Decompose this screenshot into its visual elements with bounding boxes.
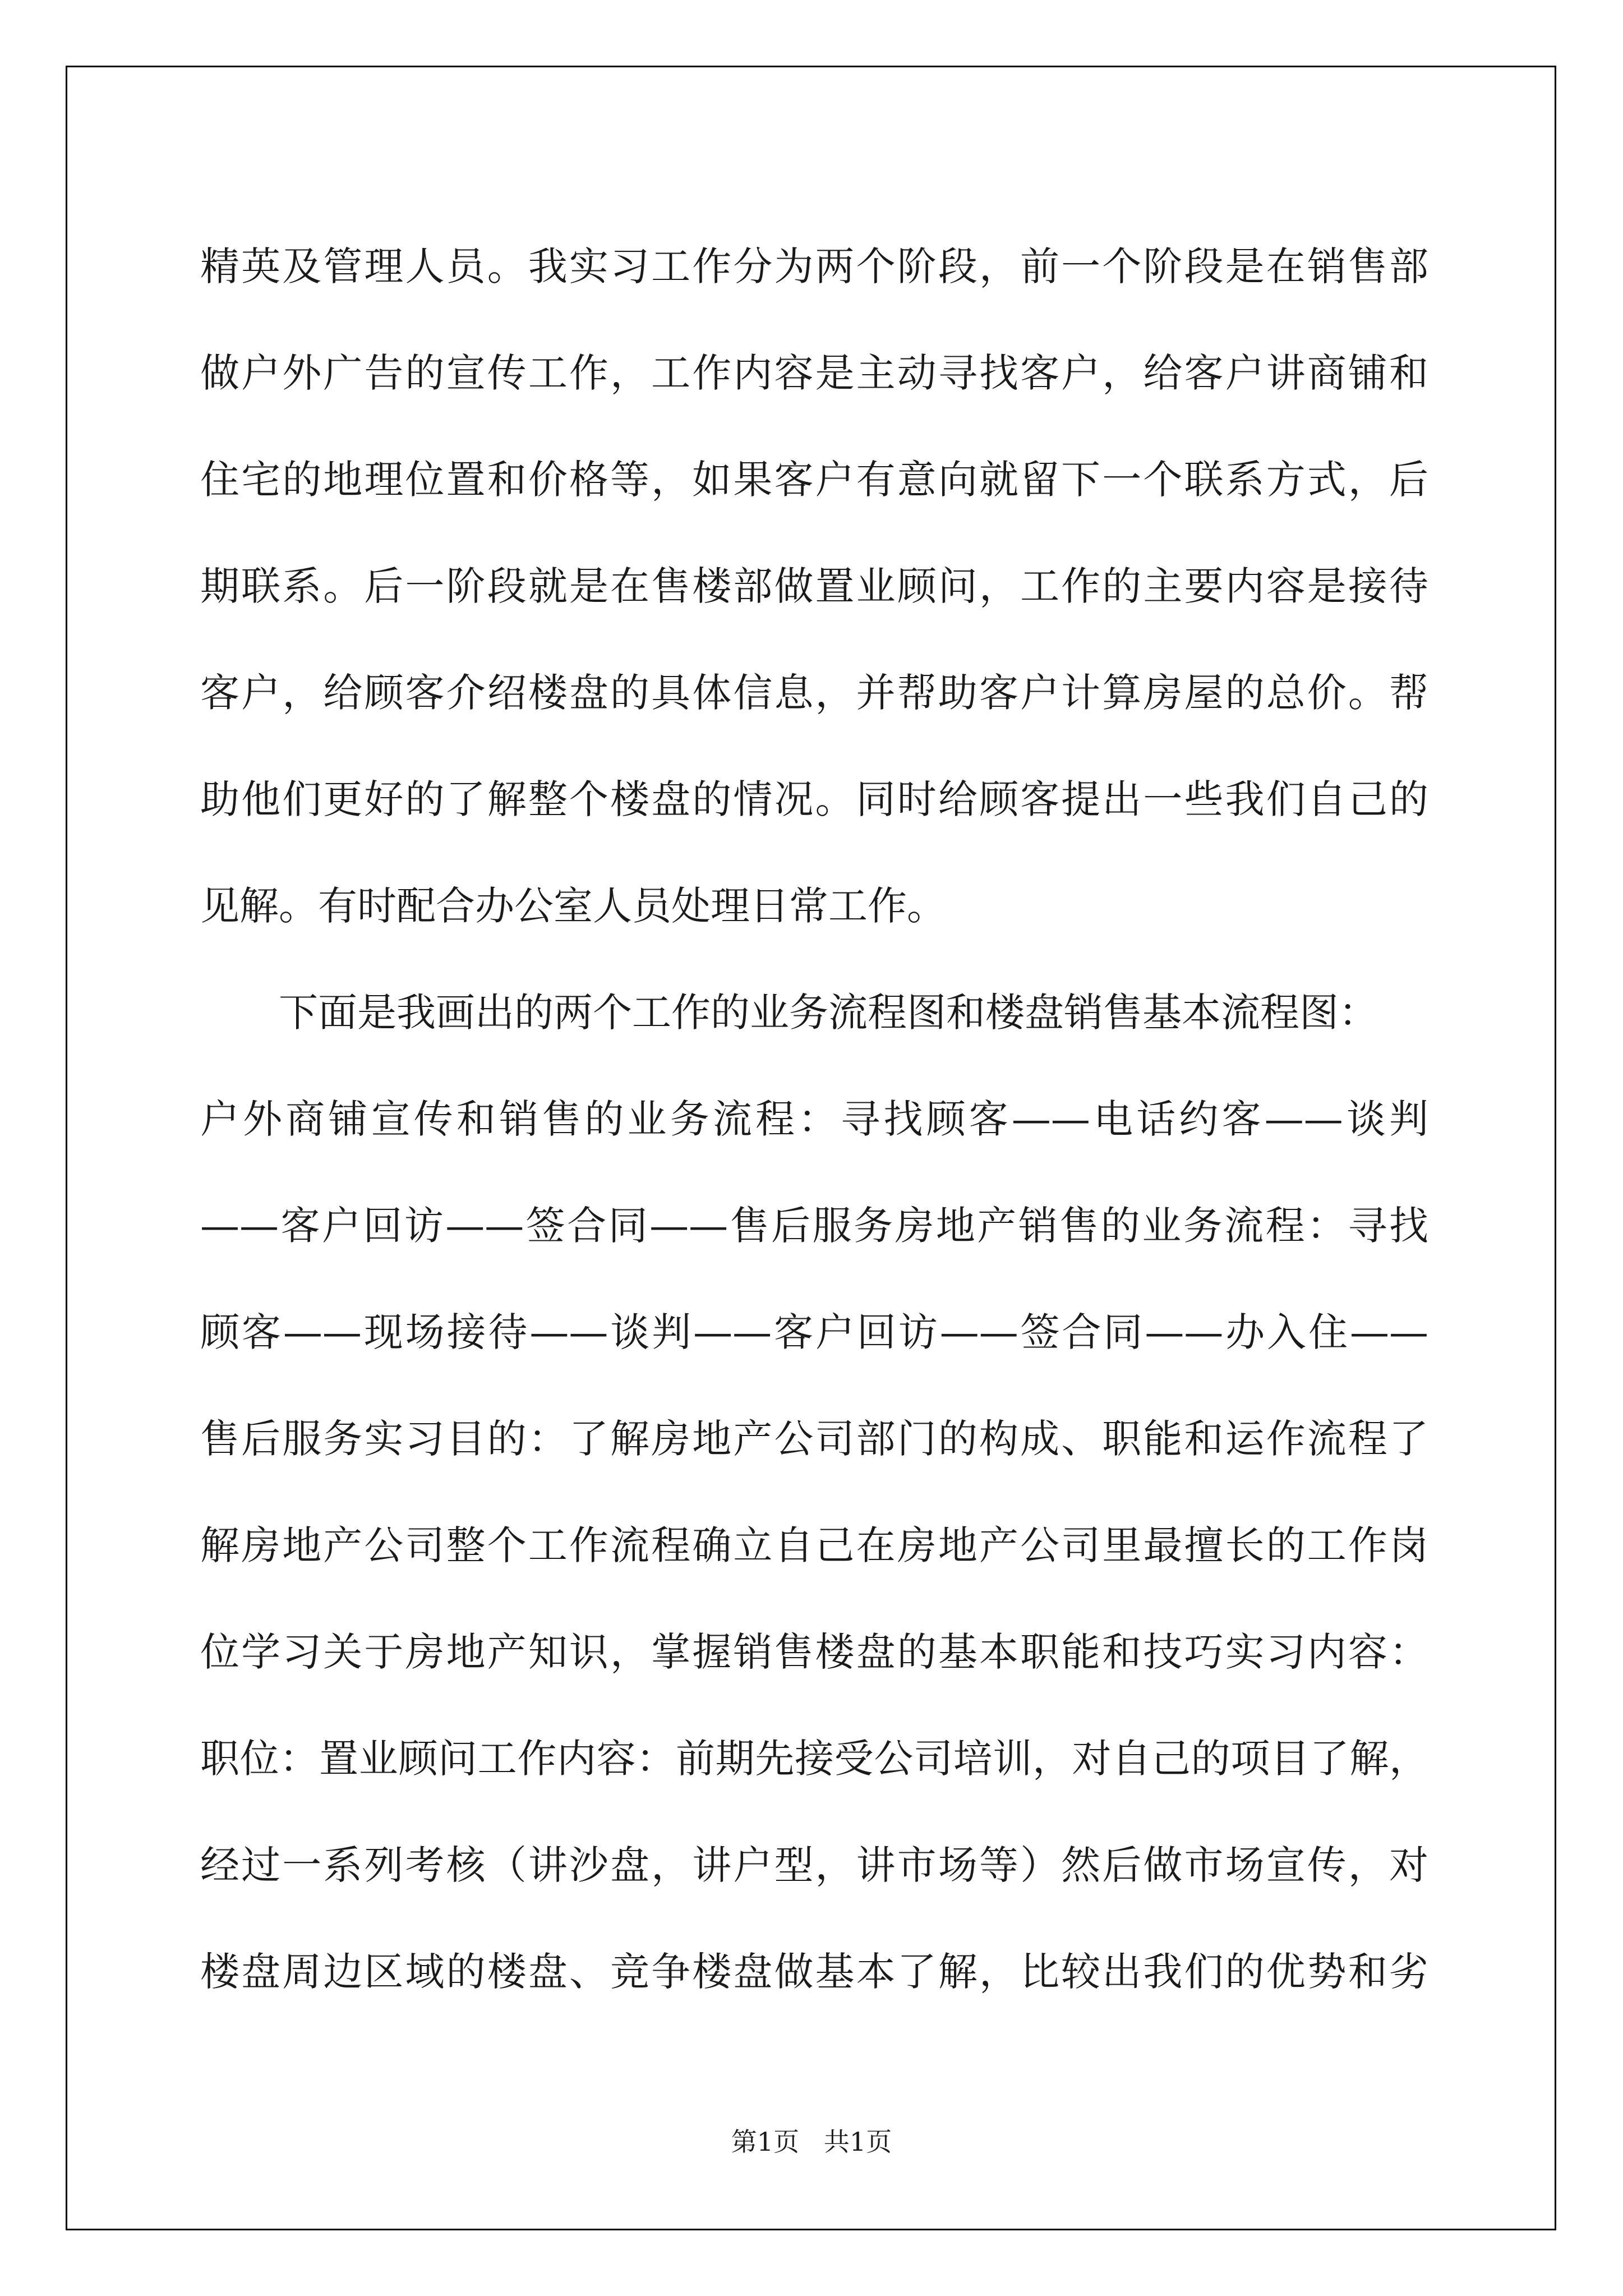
text-line: 职位：置业顾问工作内容：前期先接受公司培训，对自己的项目了解，: [200, 1736, 1428, 1782]
text-line: 住宅的地理位置和价格等，如果客户有意向就留下一个联系方式，后: [200, 457, 1428, 503]
text-line: 客户，给顾客介绍楼盘的具体信息，并帮助客户计算房屋的总价。帮: [200, 670, 1428, 716]
text-line: 助他们更好的了解整个楼盘的情况。同时给顾客提出一些我们自己的: [200, 776, 1428, 822]
text-line: ——客户回访——签合同——售后服务房地产销售的业务流程：寻找: [200, 1203, 1428, 1249]
text-line: 做户外广告的宣传工作，工作内容是主动寻找客户，给客户讲商铺和: [200, 350, 1428, 396]
text-line: 位学习关于房地产知识，掌握销售楼盘的基本职能和技巧实习内容：: [200, 1629, 1428, 1675]
text-line: 精英及管理人员。我实习工作分为两个阶段，前一个阶段是在销售部: [200, 243, 1428, 289]
text-line: 楼盘周边区域的楼盘、竞争楼盘做基本了解，比较出我们的优势和劣: [200, 1949, 1428, 1995]
document-body: [200, 213, 1428, 2025]
text-line: 下面是我画出的两个工作的业务流程图和楼盘销售基本流程图：: [279, 990, 1378, 1036]
text-line: 顾客——现场接待——谈判——客户回访——签合同——办入住——: [200, 1309, 1428, 1355]
page-number-footer: 第1页 共1页: [731, 2127, 892, 2157]
text-line: 户外商铺宣传和销售的业务流程：寻找顾客——电话约客——谈判: [200, 1096, 1428, 1142]
text-line: 见解。有时配合办公室人员处理日常工作。: [200, 883, 946, 929]
text-line: 期联系。后一阶段就是在售楼部做置业顾问，工作的主要内容是接待: [200, 563, 1428, 609]
text-line: 售后服务实习目的：了解房地产公司部门的构成、职能和运作流程了: [200, 1416, 1428, 1462]
text-line: 经过一系列考核（讲沙盘，讲户型，讲市场等）然后做市场宣传，对: [200, 1842, 1428, 1888]
text-line: 解房地产公司整个工作流程确立自己在房地产公司里最擅长的工作岗: [200, 1522, 1428, 1568]
